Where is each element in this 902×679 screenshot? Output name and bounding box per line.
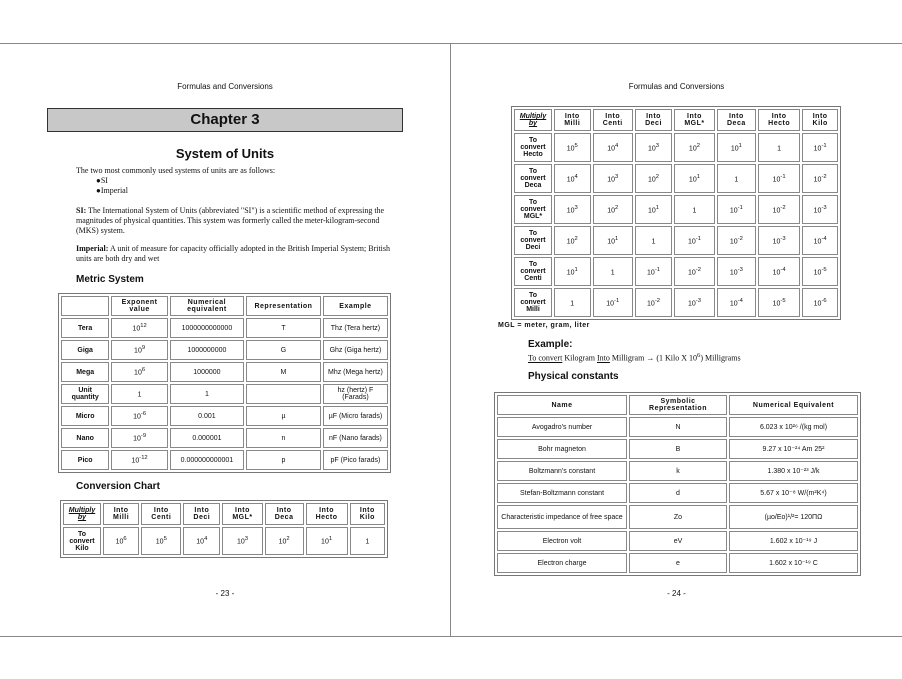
example-cell: Thz (Tera hertz): [323, 318, 388, 338]
row-label: Micro: [61, 406, 109, 426]
table-row: [514, 226, 838, 255]
example-to-convert: To convert: [528, 353, 563, 363]
table-cell: $10^3$: [593, 164, 633, 193]
table-row: [497, 505, 858, 529]
table-cell: $10^{-2}$: [674, 257, 715, 286]
example-into: Into: [597, 353, 610, 363]
table-cell: $10^1$: [554, 257, 591, 286]
example-cell: hz (hertz) F (Farads): [323, 384, 388, 404]
row-label: Giga: [61, 340, 109, 360]
table-cell: 1: [554, 288, 591, 317]
table-cell: $10^1$: [593, 226, 633, 255]
intro-text: The two most commonly used systems of units are as follows:: [76, 166, 276, 175]
table-cell: $10^4$: [554, 164, 591, 193]
section-title: System of Units: [175, 146, 275, 161]
table-row: [514, 288, 838, 317]
table-cell: $10^6$: [103, 527, 139, 555]
table-header-cell: Into Kilo: [802, 109, 838, 131]
table-header-cell: Into Milli: [103, 503, 139, 525]
si-paragraph: [76, 206, 398, 236]
rep-cell: T: [246, 318, 321, 338]
rep-cell: [246, 384, 321, 404]
table-cell: $10^4$: [183, 527, 220, 555]
physical-constants-heading: Physical constants: [528, 371, 619, 382]
table-row: [497, 483, 858, 503]
constant-value: 1.602 x 10⁻¹⁹ C: [729, 553, 858, 573]
constant-name: Bohr magneton: [497, 439, 627, 459]
table-header-row: [61, 296, 388, 316]
table-row: [61, 428, 388, 448]
rep-cell: n: [246, 428, 321, 448]
rep-cell: M: [246, 362, 321, 382]
si-text: The International System of Units (abbreviated "SI") is a scientific method of expressing the magnitudes of physical quantities. This system was formerly called the meter-kilogram-second (MKS) system.: [76, 206, 385, 235]
table-cell: $10^1$: [306, 527, 348, 555]
table-cell: 1: [350, 527, 385, 555]
si-term: SI:: [76, 206, 87, 215]
table-header-cell: Into Deca: [265, 503, 304, 525]
table-header-cell: Into Hecto: [758, 109, 800, 131]
constant-value: 6.023 x 10²⁶ /(kg mol): [729, 417, 858, 437]
table-cell: 1: [717, 164, 756, 193]
table-cell: $10^{-1}$: [802, 133, 838, 162]
table-header-cell: Exponent value: [111, 296, 167, 316]
numeric-cell: 0.000000000001: [170, 450, 244, 470]
row-label: To convert Deca: [514, 164, 552, 193]
table-header-cell: Symbolic Representation: [629, 395, 727, 415]
exponent-cell: $10^6$: [111, 362, 167, 382]
table-header-cell: Name: [497, 395, 627, 415]
table-header-row: [514, 109, 838, 131]
table-header-cell: Into MGL*: [222, 503, 262, 525]
table-cell: 1: [593, 257, 633, 286]
bullet-text: SI: [100, 176, 108, 185]
table-row: [497, 439, 858, 459]
constant-symbol: Zo: [629, 505, 727, 529]
numeric-cell: 0.000001: [170, 428, 244, 448]
table-row: [497, 531, 858, 551]
table-cell: $10^{-2}$: [802, 164, 838, 193]
table-header-cell: Into Milli: [554, 109, 591, 131]
conversion-heading: Conversion Chart: [76, 481, 160, 492]
table-header-cell: Into Hecto: [306, 503, 348, 525]
table-cell: $10^{-1}$: [674, 226, 715, 255]
constant-name: Electron volt: [497, 531, 627, 551]
imperial-paragraph: [76, 244, 398, 264]
exponent-cell: $10^{-6}$: [111, 406, 167, 426]
table-cell: $10^{-2}$: [758, 195, 800, 224]
row-label: Mega: [61, 362, 109, 382]
numeric-cell: 1000000000: [170, 340, 244, 360]
constant-name: Electron charge: [497, 553, 627, 573]
table-header-cell: Into Deci: [635, 109, 672, 131]
rep-cell: p: [246, 450, 321, 470]
example-cell: Mhz (Mega hertz): [323, 362, 388, 382]
table-cell: $10^3$: [222, 527, 262, 555]
table-cell: $10^{-3}$: [717, 257, 756, 286]
table-cell: $10^4$: [593, 133, 633, 162]
table-row: [61, 450, 388, 470]
constant-symbol: eV: [629, 531, 727, 551]
physical-constants-table: [494, 392, 861, 576]
example-milligram: Milligram: [609, 353, 647, 363]
table-cell: $10^2$: [265, 527, 304, 555]
table-row: [514, 257, 838, 286]
arrow-icon: →: [646, 353, 655, 363]
example-cell: nF (Nano farads): [323, 428, 388, 448]
table-cell: $10^{-4}$: [802, 226, 838, 255]
table-row: [497, 417, 858, 437]
table-header-cell: [61, 296, 109, 316]
row-label: To convert Centi: [514, 257, 552, 286]
bullet-item: ●SI: [96, 176, 108, 185]
example-expression: (1 Kilo X 10: [654, 353, 698, 363]
metric-table: [58, 293, 391, 473]
example-cell: µF (Micro farads): [323, 406, 388, 426]
corner-cell: Multiply by: [63, 503, 101, 525]
row-label: Tera: [61, 318, 109, 338]
table-cell: $10^5$: [554, 133, 591, 162]
table-header-cell: Numerical equivalent: [170, 296, 244, 316]
table-row: [61, 340, 388, 360]
table-cell: 1: [635, 226, 672, 255]
table-header-cell: Representation: [246, 296, 321, 316]
imperial-text: A unit of measure for capacity officially adopted in the British Imperial System; British units are both dry and wet: [76, 244, 391, 263]
table-header-cell: Into MGL*: [674, 109, 715, 131]
table-cell: $10^{-3}$: [758, 226, 800, 255]
table-cell: $10^1$: [674, 164, 715, 193]
row-label: Unit quantity: [61, 384, 109, 404]
row-label: To convert Kilo: [63, 527, 101, 555]
example-kilogram: Kilogram: [562, 353, 597, 363]
intro-paragraph: [76, 166, 398, 196]
numeric-cell: 1000000000000: [170, 318, 244, 338]
table-cell: 1: [674, 195, 715, 224]
table-cell: $10^{-4}$: [717, 288, 756, 317]
exponent-cell: $10^9$: [111, 340, 167, 360]
exponent-cell: $10^{-9}$: [111, 428, 167, 448]
table-row: [514, 195, 838, 224]
example-cell: pF (Pico farads): [323, 450, 388, 470]
table-row: [497, 461, 858, 481]
page-number: - 23 -: [215, 589, 235, 598]
constant-value: 9.27 x 10⁻²⁴ Am 25²: [729, 439, 858, 459]
right-page: [451, 44, 902, 636]
table-cell: $10^{-1}$: [593, 288, 633, 317]
constant-value: (µo/Eo)¹/²= 120ΠΩ: [729, 505, 858, 529]
page-number: - 24 -: [667, 589, 686, 598]
table-cell: $10^2$: [593, 195, 633, 224]
constant-symbol: B: [629, 439, 727, 459]
table-cell: 1: [758, 133, 800, 162]
table-cell: $10^{-2}$: [635, 288, 672, 317]
row-label: To convert MGL*: [514, 195, 552, 224]
table-cell: $10^2$: [635, 164, 672, 193]
constant-symbol: d: [629, 483, 727, 503]
example-expression-end: ) Milligrams: [700, 353, 741, 363]
table-row: [514, 164, 838, 193]
table-cell: $10^5$: [141, 527, 181, 555]
table-header-row: [497, 395, 858, 415]
metric-heading: Metric System: [76, 274, 144, 285]
constant-name: Boltzmann's constant: [497, 461, 627, 481]
row-label: To convert Milli: [514, 288, 552, 317]
table-header-cell: Into Centi: [593, 109, 633, 131]
table-cell: $10^1$: [717, 133, 756, 162]
table-row: [497, 553, 858, 573]
table-header-cell: Into Kilo: [350, 503, 385, 525]
table-cell: $10^2$: [554, 226, 591, 255]
bullet-item: ●Imperial: [96, 186, 128, 195]
corner-cell: Multiply by: [514, 109, 552, 131]
constant-value: 1.380 x 10⁻²³ J/k: [729, 461, 858, 481]
table-row: [61, 362, 388, 382]
numeric-cell: 1000000: [170, 362, 244, 382]
table-header-cell: Numerical Equivalent: [729, 395, 858, 415]
table-row: [514, 133, 838, 162]
rep-cell: µ: [246, 406, 321, 426]
row-label: Nano: [61, 428, 109, 448]
constant-symbol: k: [629, 461, 727, 481]
table-cell: $10^{-5}$: [758, 288, 800, 317]
example-cell: Ghz (Giga hertz): [323, 340, 388, 360]
table-cell: $10^1$: [635, 195, 672, 224]
left-page: [0, 44, 450, 636]
exponent-cell: $10^{-12}$: [111, 450, 167, 470]
table-cell: $10^{-2}$: [717, 226, 756, 255]
constant-name: Characteristic impedance of free space: [497, 505, 627, 529]
table-cell: $10^{-1}$: [635, 257, 672, 286]
example-line: [528, 351, 741, 364]
table-cell: $10^3$: [635, 133, 672, 162]
exponent-cell: $10^{12}$: [111, 318, 167, 338]
exponent-cell: 1: [111, 384, 167, 404]
table-cell: $10^{-1}$: [717, 195, 756, 224]
table-header-cell: Into Centi: [141, 503, 181, 525]
table-header-cell: Into Deci: [183, 503, 220, 525]
constant-name: Avogadro's number: [497, 417, 627, 437]
constant-name: Stefan-Boltzmann constant: [497, 483, 627, 503]
table-row: [63, 527, 385, 555]
example-exponent: 6: [697, 352, 701, 359]
table-cell: $10^{-3}$: [674, 288, 715, 317]
bullet-text: Imperial: [100, 186, 128, 195]
table-row: [61, 406, 388, 426]
table-cell: $10^3$: [554, 195, 591, 224]
table-row: [61, 384, 388, 404]
table-row: [61, 318, 388, 338]
table-header-cell: Into Deca: [717, 109, 756, 131]
table-header-cell: Example: [323, 296, 388, 316]
mgl-note: MGL = meter, gram, liter: [498, 322, 590, 329]
conversion-table-kilo: [60, 500, 388, 558]
numeric-cell: 1: [170, 384, 244, 404]
rep-cell: G: [246, 340, 321, 360]
chapter-title: Chapter 3: [47, 108, 403, 132]
table-cell: $10^{-4}$: [758, 257, 800, 286]
constant-symbol: e: [629, 553, 727, 573]
table-cell: $10^{-3}$: [802, 195, 838, 224]
imperial-term: Imperial:: [76, 244, 109, 253]
table-cell: $10^{-1}$: [758, 164, 800, 193]
table-cell: $10^{-6}$: [802, 288, 838, 317]
example-heading: Example:: [528, 339, 573, 350]
table-header-row: [63, 503, 385, 525]
table-cell: $10^2$: [674, 133, 715, 162]
numeric-cell: 0.001: [170, 406, 244, 426]
constant-symbol: N: [629, 417, 727, 437]
constant-value: 5.67 x 10⁻⁸ W/(m²K⁴): [729, 483, 858, 503]
running-head: Formulas and Conversions: [628, 82, 725, 91]
row-label: To convert Hecto: [514, 133, 552, 162]
row-label: Pico: [61, 450, 109, 470]
conversion-table: [511, 106, 841, 320]
running-head: Formulas and Conversions: [177, 82, 273, 91]
constant-value: 1.602 x 10⁻¹⁹ J: [729, 531, 858, 551]
row-label: To convert Deci: [514, 226, 552, 255]
table-cell: $10^{-5}$: [802, 257, 838, 286]
